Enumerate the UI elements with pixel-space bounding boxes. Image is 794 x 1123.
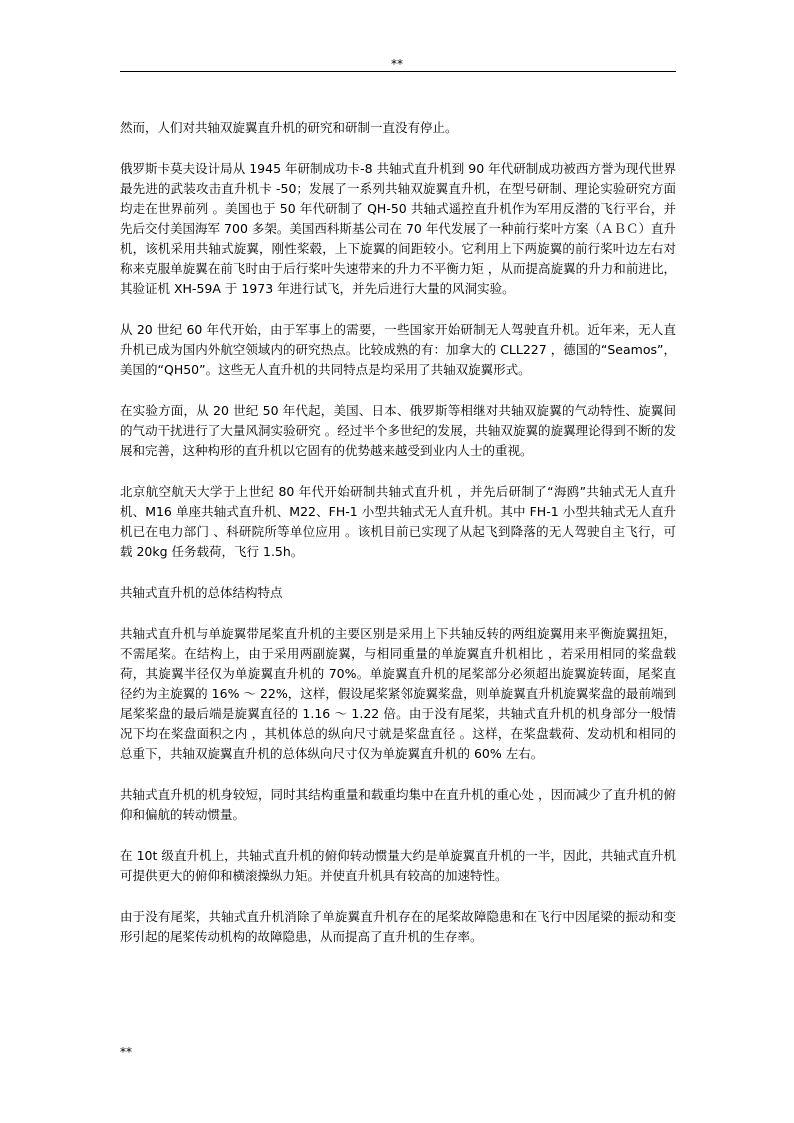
paragraph-2: 俄罗斯卡莫夫设计局从 1945 年研制成功卡-8 共轴式直升机到 90 年代研制成功被西方誉为现代世界最先进的武装攻击直升机卡 -50；发展了一系列共轴双旋翼直升机，在型号研制、理论实验研究方面均走在世界前列 。美国也于 50 年代研制了 QH-50 共轴式遥控直升机作为军用反潜的飞行平台，并先后交付美国海军 700 多架。美国西科斯基公司在 70 年代发展了一种前行桨叶方案（ＡＢＣ）直升机，该机采用共轴式旋翼，刚性桨毂，上下旋翼的间距较小。它利用上下两旋翼的前行桨叶边左右对称来克服单旋翼在前飞时由于后行桨叶失速带来的升力不平衡力矩 ，从而提高旋翼的升力和前进比，其验证机 XH-59A 于 1973 年进行试飞，并先后进行大量的风洞实验。 bbox=[120, 161, 676, 296]
header-rule bbox=[120, 71, 676, 72]
footer-mark: ** bbox=[120, 1045, 132, 1059]
paragraph-1: 然而，人们对共轴双旋翼直升机的研究和研制一直没有停止。 bbox=[120, 120, 458, 135]
document-body bbox=[120, 118, 676, 968]
paragraph-9: 由于没有尾桨，共轴式直升机消除了单旋翼直升机存在的尾桨故障隐患和在飞行中因尾梁的振动和变形引起的尾桨传动机构的故障隐患，从而提高了直升机的生存率。 bbox=[120, 909, 676, 944]
paragraph-5: 北京航空航天大学于上世纪 80 年代开始研制共轴式直升机 ，并先后研制了“海鸥”共轴式无人直升机、M16 单座共轴式直升机、M22、FH-1 小型共轴式无人直升机。其中 FH-1 小型共轴式无人直升机已在电力部门 、科研院所等单位应用 。该机目前已实现了从起飞到降落的无人驾驶自主飞行，可载 20kg 任务载荷，飞行 1.5h。 bbox=[120, 484, 676, 559]
header-mark: ** bbox=[391, 57, 403, 71]
paragraph-6: 共轴式直升机与单旋翼带尾桨直升机的主要区别是采用上下共轴反转的两组旋翼用来平衡旋翼扭矩，不需尾桨。在结构上，由于采用两副旋翼，与相同重量的单旋翼直升机相比 ，若采用相同的桨盘载荷，其旋翼半径仅为单旋翼直升机的 70%。单旋翼直升机的尾桨部分必须超出旋翼旋转面，尾桨直径约为主旋翼的 16% ～ 22%，这样，假设尾桨紧邻旋翼桨盘，则单旋翼直升机旋翼桨盘的最前端到尾桨桨盘的最后端是旋翼直径的 1.16 ～ 1.22 倍。由于没有尾桨，共轴式直升机的机身部分一般情况下均在桨盘面积之内 ，其机体总的纵向尺寸就是桨盘直径 。这样，在桨盘载荷、发动机和相同的总重下，共轴双旋翼直升机的总体纵向尺寸仅为单旋翼直升机的 60% 左右。 bbox=[120, 626, 676, 761]
paragraph-3: 从 20 世纪 60 年代开始，由于军事上的需要，一些国家开始研制无人驾驶直升机。近年来，无人直升机已成为国内外航空领域内的研究热点。比较成熟的有：加拿大的 CLL227 ，德国的“Seamos”， 美国的“QH50”。这些无人直升机的共同特点是均采用了共轴双旋翼形式。 bbox=[120, 322, 676, 377]
paragraph-8: 在 10t 级直升机上，共轴式直升机的俯仰转动惯量大约是单旋翼直升机的一半，因此，共轴式直升机可提供更大的俯仰和横滚操纵力矩。并使直升机具有较高的加速特性。 bbox=[120, 848, 676, 883]
section-heading: 共轴式直升机的总体结构特点 bbox=[120, 585, 283, 600]
paragraph-7: 共轴式直升机的机身较短，同时其结构重量和载重均集中在直升机的重心处 ，因而减少了直升机的俯仰和偏航的转动惯量。 bbox=[120, 787, 676, 822]
paragraph-4: 在实验方面，从 20 世纪 50 年代起，美国、日本、俄罗斯等相继对共轴双旋翼的气动特性、旋翼间的气动干扰进行了大量风洞实验研究 。经过半个多世纪的发展，共轴双旋翼的旋翼理论得到不断的发展和完善，这种构形的直升机以它固有的优势越来越受到业内人士的重视。 bbox=[120, 403, 676, 458]
